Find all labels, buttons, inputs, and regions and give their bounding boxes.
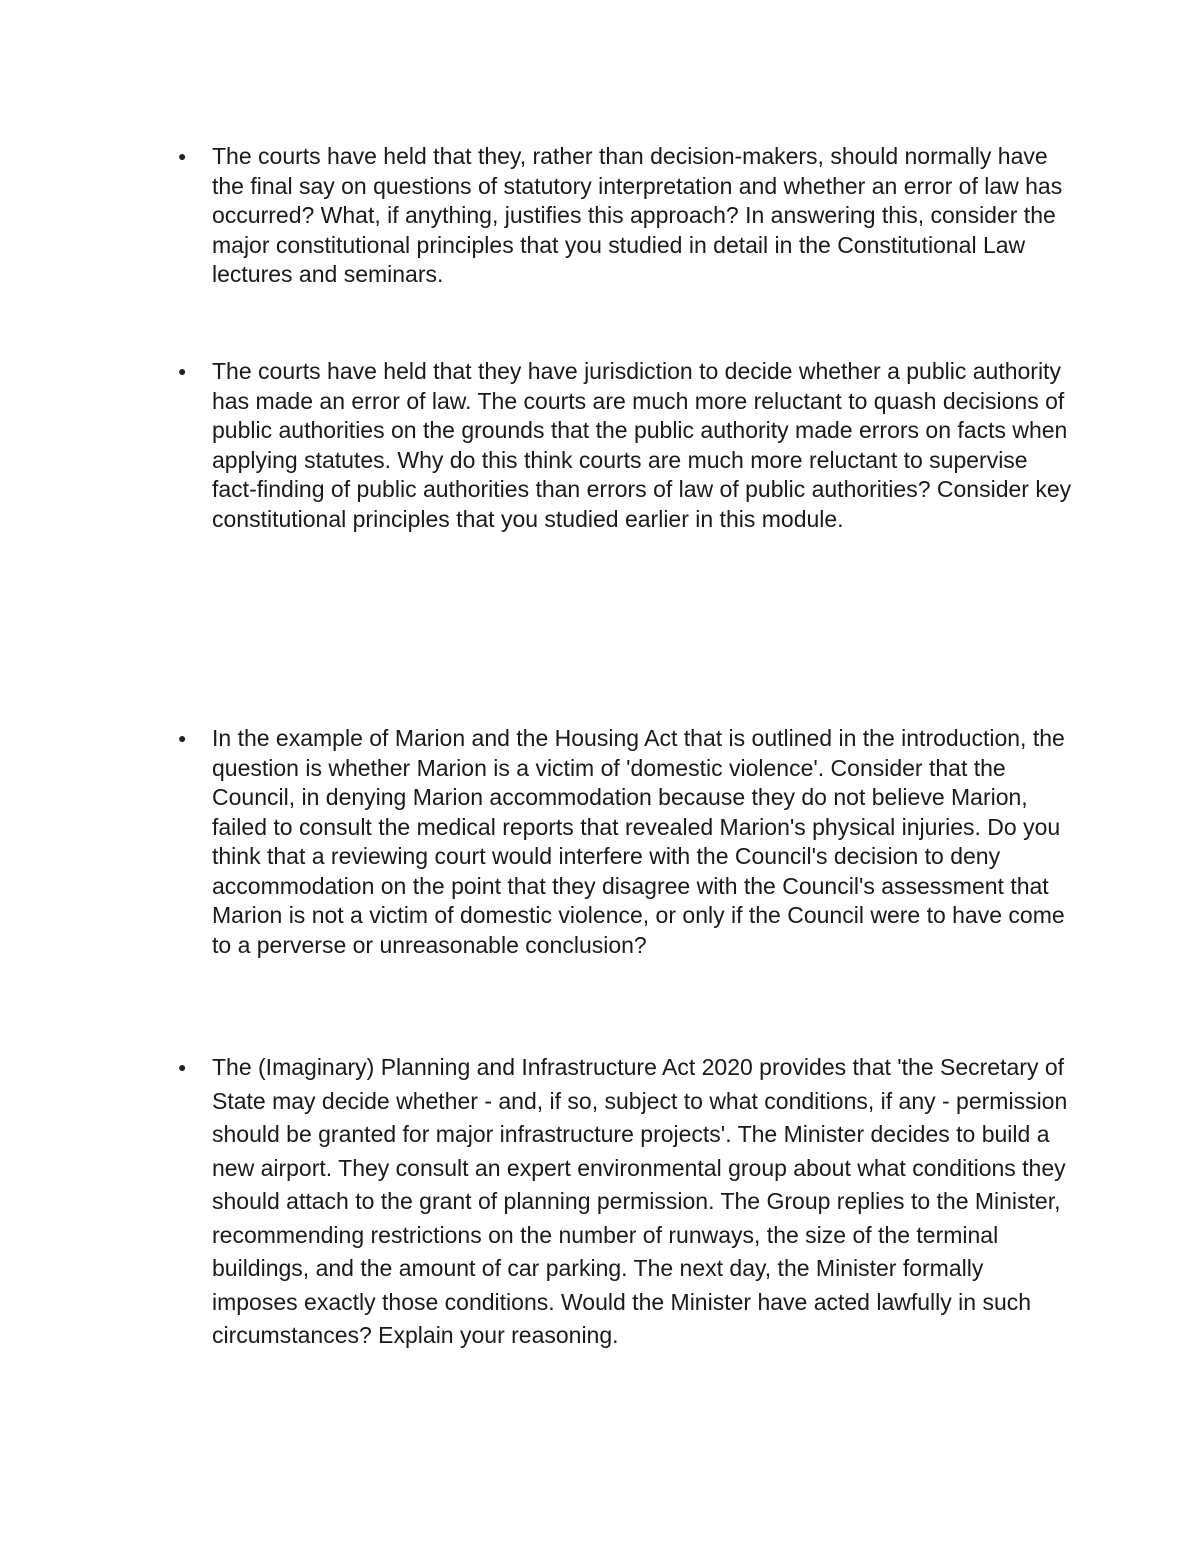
list-item-text: The (Imaginary) Planning and Infrastructure Act 2020 provides that 'the Secretary of State may decide whether - and, if so, subject to what conditions, if any - permission should be granted for major infrastructure projects'. The Minister decides to build a new airport. They consult an expert environmental group about what conditions they should attach to the grant of planning permission. The Group replies to the Minister, recommending restrictions on the number of runways, the size of the terminal buildings, and the amount of car parking. The next day, the Minister formally imposes exactly those conditions. Would the Minister have acted lawfully in such circumstances? Explain your reasoning. [212,1054,1068,1348]
bullet-icon: ● [178,148,187,164]
bullet-icon: ● [178,1059,187,1075]
list-item-text: In the example of Marion and the Housing Act that is outlined in the introduction, the question is whether Marion is a victim of 'domestic violence'. Consider that the Council, in denying Marion accommodation because they do not believe Marion, failed to consult the medical reports that revealed Marion's physical injuries. Do you think that a reviewing court would interfere with the Council's decision to deny accommodation on the point that they disagree with the Council's assessment that Marion is not a victim of domestic violence, or only if the Council were to have come to a perverse or unreasonable conclusion? [212,725,1065,958]
bullet-icon: ● [178,730,187,746]
bullet-icon: ● [178,363,187,379]
list-item-text: The courts have held that they, rather than decision-makers, should normally have the final say on questions of statutory interpretation and whether an error of law has occurred? What, if anything, justifies this approach? In answering this, consider the major constitutional principles that you studied in detail in the Constitutional Law lectures and seminars. [212,143,1063,287]
list-item-text: The courts have held that they have jurisdiction to decide whether a public authority has made an error of law. The courts are much more reluctant to quash decisions of public authorities on the grounds that the public authority made errors on facts when applying statutes. Why do this think courts are much more reluctant to supervise fact-finding of public authorities than errors of law of public authorities? Consider key constitutional principles that you studied earlier in this module. [212,358,1072,532]
